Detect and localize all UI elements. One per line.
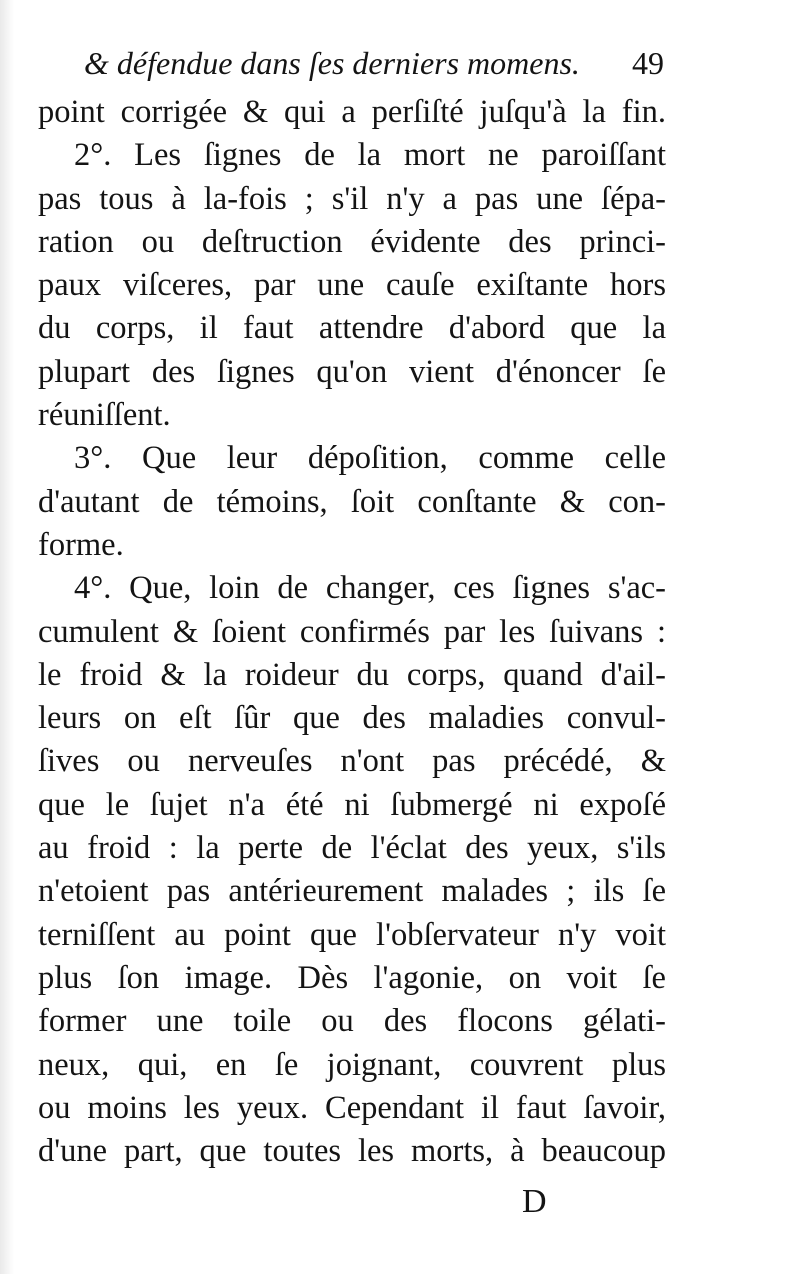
text-line: que le ſujet n'a été ni ſubmergé ni expoſé [38, 786, 666, 823]
text-line: ration ou deſtruction évidente des princi- [38, 223, 666, 260]
signature-mark: D [522, 1183, 547, 1220]
text-line: le froid & la roideur du corps, quand d'ail- [38, 656, 666, 693]
text-line: ſives ou nerveuſes n'ont pas précédé, & [38, 743, 666, 780]
text-line: réuniſſent. [38, 397, 171, 434]
text-line: du corps, il faut attendre d'abord que la [38, 310, 666, 347]
text-line: ou moins les yeux. Cependant il faut ſavoir, [38, 1089, 666, 1126]
text-line: pas tous à la-fois ; s'il n'y a pas une ſépa- [38, 180, 666, 217]
text-line: paux viſceres, par une cauſe exiſtante hors [38, 267, 666, 304]
text-line: forme. [38, 526, 124, 563]
text-line: 4°. Que, loin de changer, ces ſignes s'ac- [74, 570, 666, 607]
text-line: plus ſon image. Dès l'agonie, on voit ſe [38, 959, 666, 996]
text-line: terniſſent au point que l'obſervateur n'y voit [38, 916, 666, 953]
page-number: 49 [632, 45, 664, 81]
text-line: d'autant de témoins, ſoit conſtante & con- [38, 483, 666, 520]
text-line: 3°. Que leur dépoſition, comme celle [74, 440, 666, 477]
text-line: cumulent & ſoient confirmés par les ſuivans : [38, 613, 666, 650]
text-line: point corrigée & qui a perſiſté juſqu'à la fin. [38, 94, 666, 130]
text-line: 2°. Les ſignes de la mort ne paroiſſant [74, 137, 666, 174]
text-line: neux, qui, en ſe joignant, couvrent plus [38, 1046, 666, 1083]
text-line: plupart des ſignes qu'on vient d'énoncer ſe [38, 353, 666, 390]
text-line: former une toile ou des flocons gélati- [38, 1003, 666, 1040]
page-header [84, 38, 664, 88]
text-line: au froid : la perte de l'éclat des yeux, s'ils [38, 830, 666, 867]
running-title: & défendue dans ſes derniers momens. [84, 45, 580, 81]
text-line: leurs on eſt ſûr que des maladies convul- [38, 700, 666, 737]
body-text [38, 91, 666, 1173]
page-gutter-shadow [0, 0, 14, 1274]
text-line: n'etoient pas antérieurement malades ; ils ſe [38, 873, 666, 910]
text-line: d'une part, que toutes les morts, à beaucoup [38, 1133, 666, 1170]
